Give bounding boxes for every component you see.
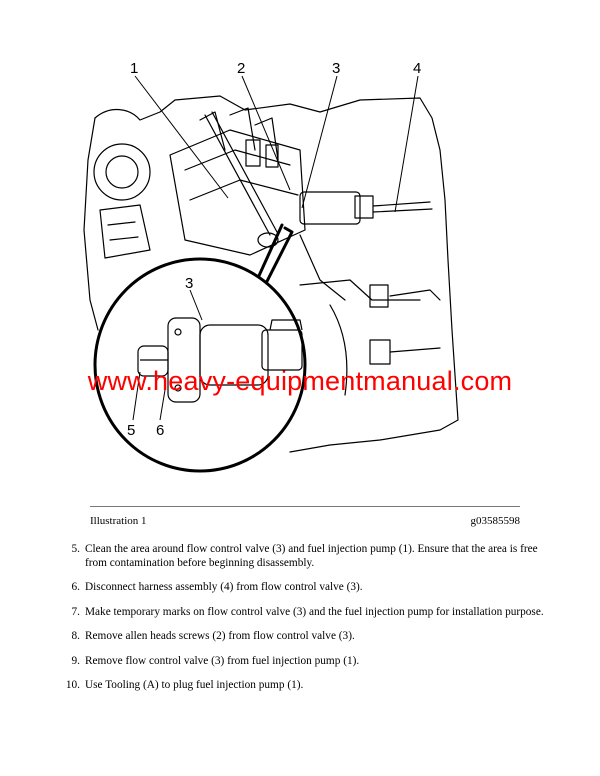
figure-caption bbox=[90, 515, 520, 531]
inset-callout-6: 6 bbox=[156, 422, 165, 439]
callout-4: 4 bbox=[413, 60, 422, 77]
step-number: 6. bbox=[71, 581, 80, 593]
callout-3: 3 bbox=[332, 60, 341, 77]
step-number: 9. bbox=[71, 654, 80, 667]
step-7 bbox=[60, 606, 550, 620]
step-text: Disconnect harness assembly (4) from flow control valve (3). bbox=[85, 581, 363, 593]
step-10 bbox=[60, 679, 550, 693]
caption-label: Illustration 1 bbox=[90, 515, 147, 527]
watermark-url: www.heavy-equipmentmanual.com bbox=[87, 366, 513, 396]
step-number: 7. bbox=[71, 605, 80, 618]
caption-divider bbox=[90, 506, 520, 507]
step-text: Make temporary marks on flow control valve (3) and the fuel injection pump for installation purpose. bbox=[85, 605, 544, 618]
caption-graphic-id: g03585598 bbox=[470, 515, 520, 527]
callout-1: 1 bbox=[130, 60, 139, 77]
step-6 bbox=[60, 581, 550, 595]
step-number: 10. bbox=[65, 679, 80, 691]
step-9 bbox=[60, 655, 550, 669]
inset-callout-5: 5 bbox=[127, 422, 136, 439]
inset-callout-3: 3 bbox=[185, 275, 194, 292]
procedure-steps bbox=[60, 543, 550, 704]
step-text: Remove flow control valve (3) from fuel injection pump (1). bbox=[85, 654, 360, 667]
step-number: 5. bbox=[71, 543, 80, 555]
step-8 bbox=[60, 630, 550, 644]
step-number: 8. bbox=[71, 630, 80, 642]
callout-2: 2 bbox=[237, 60, 246, 77]
step-text: Clean the area around flow control valve (3) and fuel injection pump (1). Ensure that the area is free from contamination before beginning disassembly. bbox=[85, 543, 538, 569]
step-5 bbox=[60, 543, 550, 570]
step-text: Remove allen heads screws (2) from flow control valve (3). bbox=[85, 630, 355, 642]
step-text: Use Tooling (A) to plug fuel injection pump (1). bbox=[85, 679, 304, 691]
